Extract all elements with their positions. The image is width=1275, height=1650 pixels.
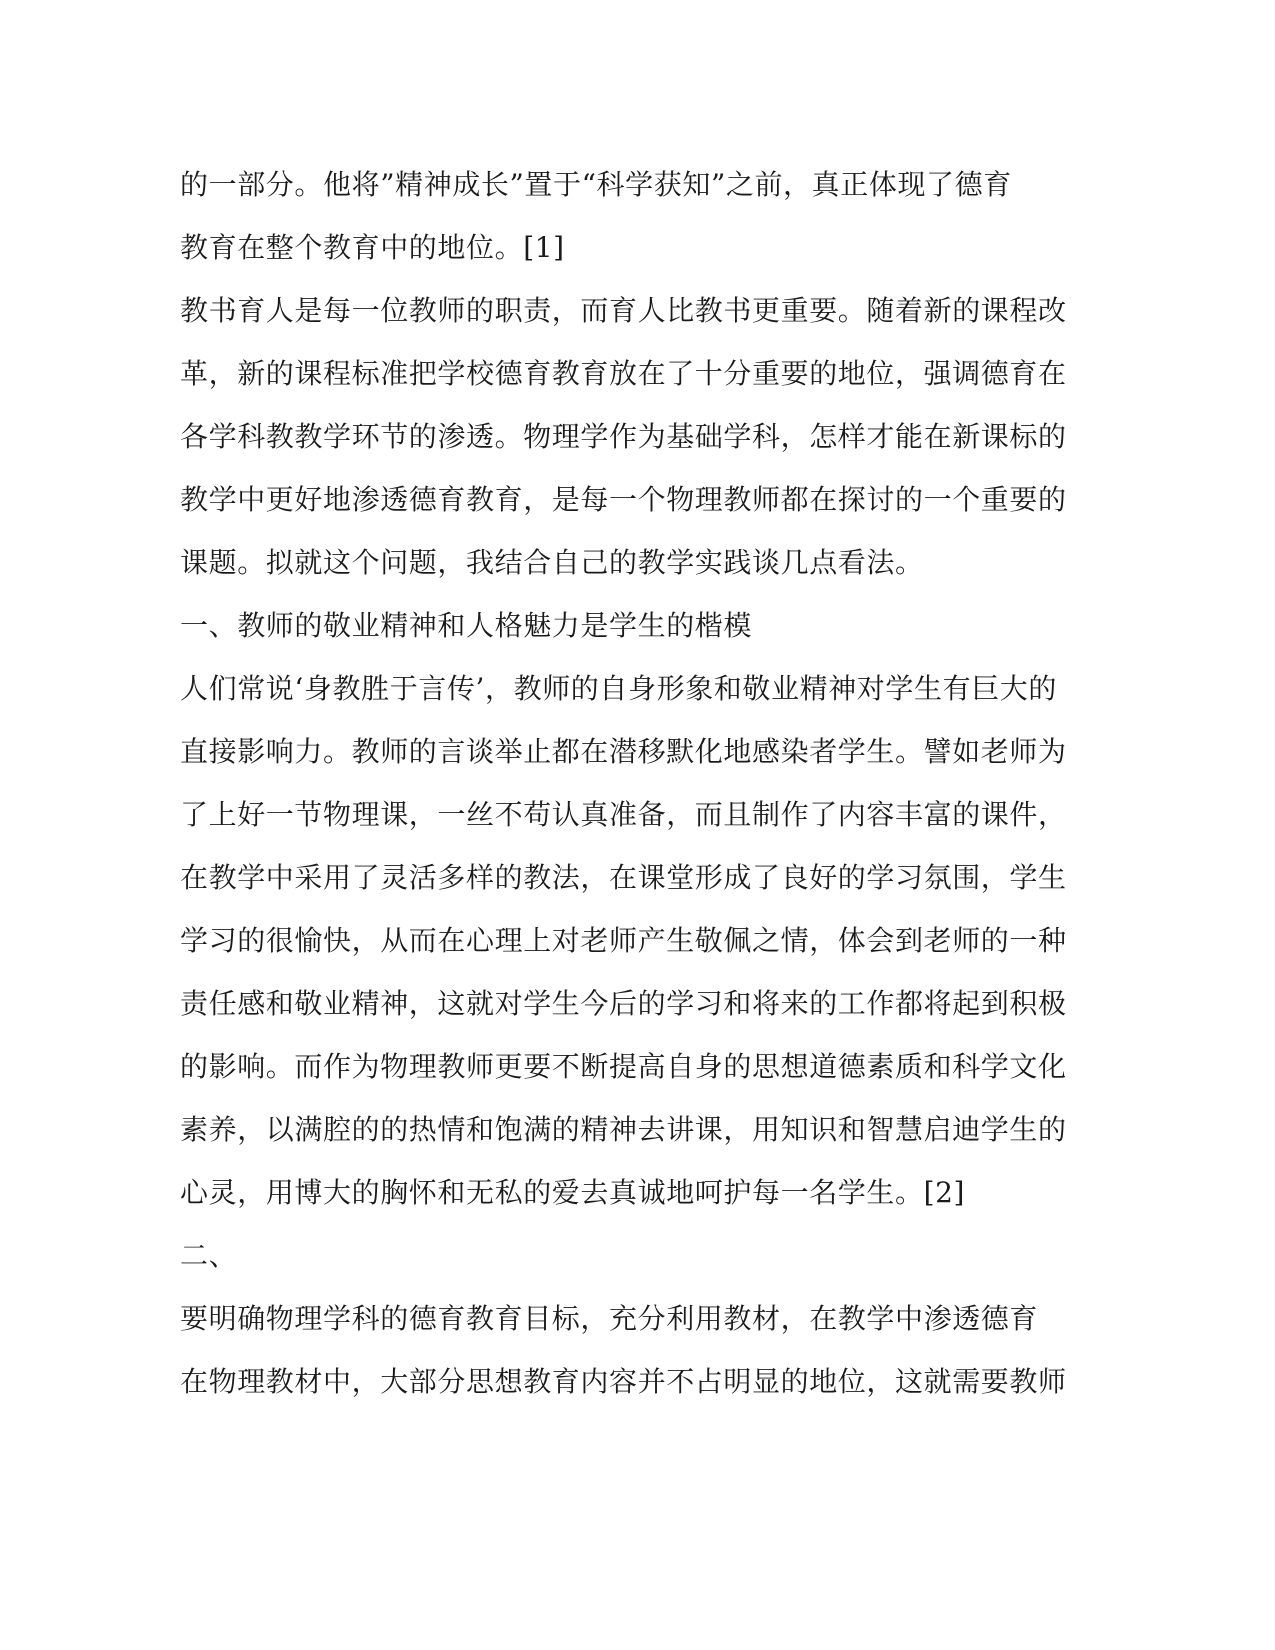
section-heading: 要明确物理学科的德育教育目标，充分利用教材，在教学中渗透德育 — [180, 1302, 1039, 1335]
text-line: 学习的很愉快，从而在心理上对老师产生敬佩之情，体会到老师的一种 — [180, 924, 1067, 957]
text-line: 课题。拟就这个问题，我结合自己的教学实践谈几点看法。 — [180, 546, 924, 579]
text-line: 的影响。而作为物理教师更要不断提高自身的思想道德素质和科学文化 — [180, 1050, 1067, 1083]
text-line: 了上好一节物理课，一丝不苟认真准备，而且制作了内容丰富的课件， — [180, 798, 1067, 831]
document-body — [180, 162, 1080, 1422]
text-line: 革，新的课程标准把学校德育教育放在了十分重要的地位，强调德育在 — [180, 357, 1067, 390]
text-line: 教学中更好地渗透德育教育，是每一个物理教师都在探讨的一个重要的 — [180, 483, 1067, 516]
text-line: 直接影响力。教师的言谈举止都在潜移默化地感染者学生。譬如老师为 — [180, 735, 1067, 768]
text-line: 的一部分。他将”精神成长”置于“科学获知”之前，真正体现了德育 — [180, 168, 1012, 201]
text-line: 各学科教教学环节的渗透。物理学作为基础学科，怎样才能在新课标的 — [180, 420, 1067, 453]
text-line: 教书育人是每一位教师的职责，而育人比教书更重要。随着新的课程改 — [180, 294, 1067, 327]
text-line: 在物理教材中，大部分思想教育内容并不占明显的地位，这就需要教师 — [180, 1365, 1067, 1398]
section-heading: 一、教师的敬业精神和人格魅力是学生的楷模 — [180, 609, 753, 642]
text-line: 素养，以满腔的的热情和饱满的精神去讲课，用知识和智慧启迪学生的 — [180, 1113, 1067, 1146]
text-line: 人们常说‘身教胜于言传’，教师的自身形象和敬业精神对学生有巨大的 — [180, 672, 1058, 705]
section-number: 二、 — [180, 1239, 238, 1272]
text-line: 教育在整个教育中的地位。[1] — [180, 231, 565, 264]
text-line: 在教学中采用了灵活多样的教法，在课堂形成了良好的学习氛围，学生 — [180, 861, 1067, 894]
text-line: 心灵，用博大的胸怀和无私的爱去真诚地呵护每一名学生。[2] — [180, 1176, 966, 1209]
text-line: 责任感和敬业精神，这就对学生今后的学习和将来的工作都将起到积极 — [180, 987, 1067, 1020]
